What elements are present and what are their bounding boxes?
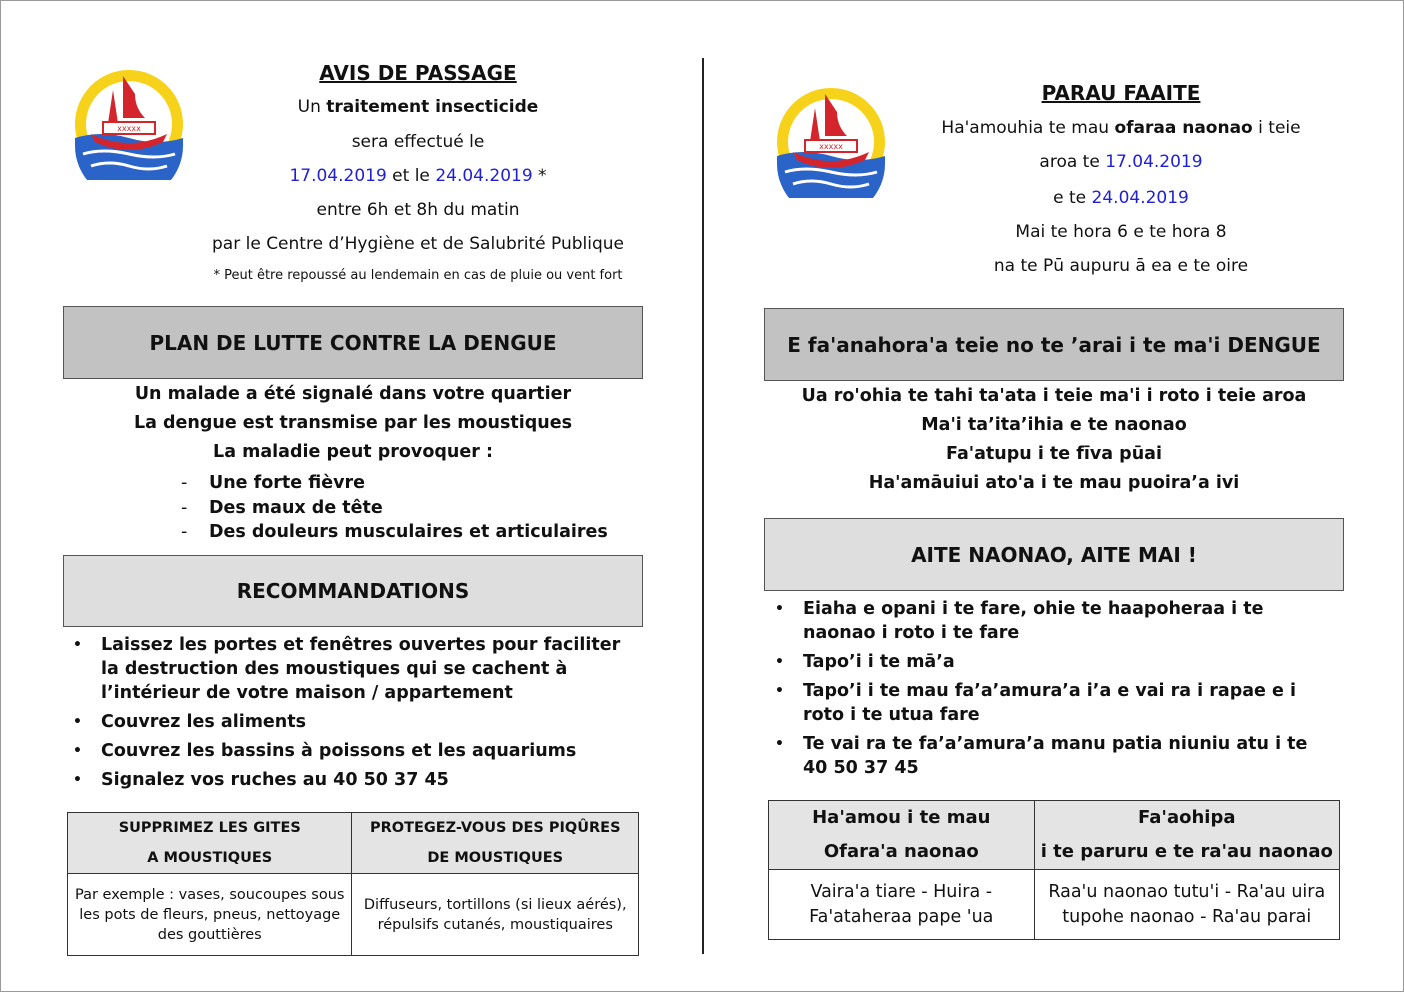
right-header-line5: na te Pū aupuru ā ea e te oire (993, 256, 1249, 276)
table-header-cell: Fa'aohipa i te paruru e te ra'au naonao (1034, 801, 1339, 870)
left-header-line5: par le Centre d’Hygiène et de Salubrité Publique (212, 234, 624, 254)
list-item: • Eiaha e opani i te fare, ohie te haapoheraa i te naonao i roto i te fare (769, 597, 1309, 645)
left-header-line4: entre 6h et 8h du matin (316, 200, 520, 220)
table-cell: Vaira'a tiare - Huira - Fa'ataheraa pape 'ua (769, 870, 1035, 940)
left-plan-line-2: La dengue est transmise par les moustiques (133, 413, 573, 433)
list-item: • Laissez les portes et fenêtres ouvertes pour faciliter la destruction des moustiques qui se cachent à l’intérieur de votre maison / appartement (67, 633, 633, 705)
right-plan-line-1: Ua ro'ohia te tahi ta'ata i teie ma'i i roto i teie aroa (801, 386, 1307, 406)
left-symptom-list (181, 471, 608, 545)
left-header-note: * Peut être repoussé au lendemain en cas de pluie ou vent fort (213, 268, 623, 283)
list-item: • Signalez vos ruches au 40 50 37 45 (67, 768, 633, 792)
right-header-title: PARAU FAAITE (1041, 81, 1201, 105)
list-item: • Tapo’i i te mā’a (769, 650, 1309, 674)
right-reco-list (769, 597, 1309, 785)
right-plan-line-2: Ma'i ta’ita’ihia e te naonao (921, 415, 1187, 435)
right-header-line4: Mai te hora 6 e te hora 8 (1015, 222, 1227, 242)
right-advice-table (768, 800, 1340, 940)
right-header-line3: e te 24.04.2019 (1053, 188, 1189, 208)
right-plan-line-3: Fa'atupu i te fīva pūai (946, 444, 1162, 464)
left-plan-line-3: La maladie peut provoquer : (213, 442, 493, 462)
left-header-title: AVIS DE PASSAGE (319, 61, 517, 85)
table-header-cell: PROTEGEZ-VOUS DES PIQÛRES DE MOUSTIQUES (352, 813, 639, 874)
left-reco-title: RECOMMANDATIONS (63, 555, 643, 627)
right-reco-title: AITE NAONAO, AITE MAI ! (764, 518, 1344, 591)
right-header-line1: Ha'amouhia te mau ofaraa naonao i teie (941, 118, 1301, 138)
table-cell: Diffuseurs, tortillons (si lieux aérés), répulsifs cutanés, moustiquaires (352, 874, 639, 956)
list-item: - Des douleurs musculaires et articulaires (181, 520, 608, 545)
list-item: • Tapo’i i te mau fa’a’amura’a i’a e vai ra i rapae e i roto i te utua fare (769, 679, 1309, 727)
right-plan-title: E fa'anahora'a teie no te ʼarai i te ma'i DENGUE (764, 308, 1344, 381)
table-header-cell: Ha'amou i te mau Ofara'a naonao (769, 801, 1035, 870)
right-plan-line-4: Ha'amāuiui ato'a i te mau puoira’a ivi (868, 473, 1240, 493)
svg-text:xxxxx: xxxxx (819, 142, 843, 151)
list-item: - Des maux de tête (181, 496, 608, 521)
list-item: • Te vai ra te fa’a’amura’a manu patia niuniu atu i te 40 50 37 45 (769, 732, 1309, 780)
svg-text:xxxxx: xxxxx (117, 124, 141, 133)
list-item: • Couvrez les aliments (67, 710, 633, 734)
table-cell: Raa'u naonao tutu'i - Ra'au uira tupohe naonao - Ra'au parai (1034, 870, 1339, 940)
left-plan-title: PLAN DE LUTTE CONTRE LA DENGUE (63, 306, 643, 379)
left-reco-list (67, 633, 633, 797)
left-advice-table (67, 812, 639, 956)
left-header-dates: 17.04.2019 et le 24.04.2019 * (289, 166, 547, 186)
table-header-cell: SUPPRIMEZ LES GITES A MOUSTIQUES (68, 813, 352, 874)
left-plan-line-1: Un malade a été signalé dans votre quartier (134, 384, 572, 404)
left-header-line1: Un traitement insecticide (297, 97, 539, 117)
left-header-line2: sera effectué le (351, 132, 485, 152)
page-divider (702, 58, 704, 954)
list-item: • Couvrez les bassins à poissons et les aquariums (67, 739, 633, 763)
table-cell: Par exemple : vases, soucoupes sous les pots de fleurs, pneus, nettoyage des gouttières (68, 874, 352, 956)
coat-of-arms-logo-left (73, 68, 185, 180)
coat-of-arms-logo-right (775, 86, 887, 198)
list-item: - Une forte fièvre (181, 471, 608, 496)
right-header-line2: aroa te 17.04.2019 (1039, 152, 1203, 172)
